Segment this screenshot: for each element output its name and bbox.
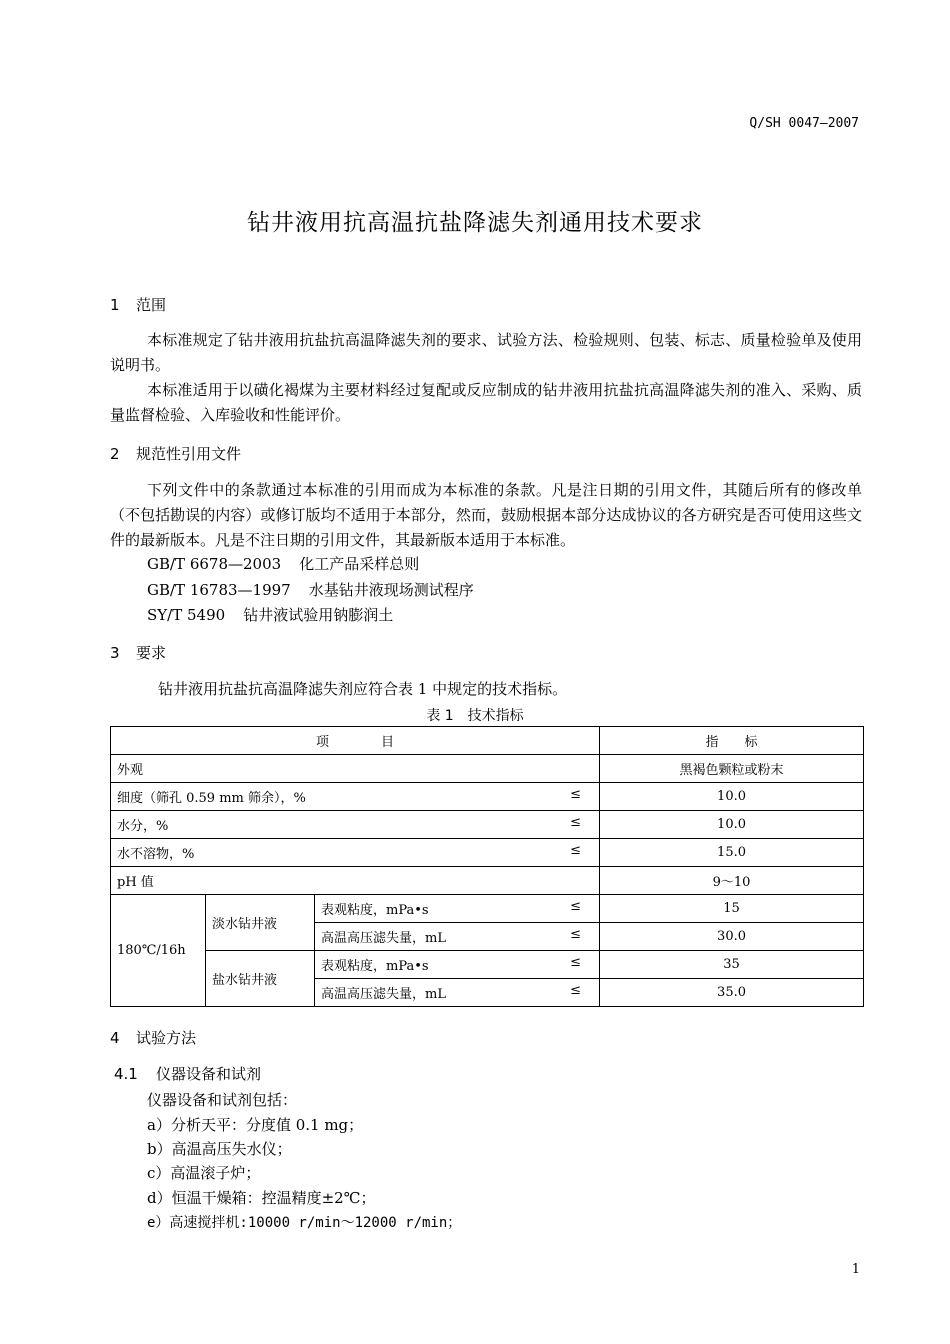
- row-item: [315, 951, 600, 979]
- section-title: 试验方法: [136, 1029, 197, 1047]
- row-item: [111, 811, 600, 839]
- row-value: 10.0: [600, 783, 864, 811]
- row-value: 黑褐色颗粒或粉末: [600, 755, 864, 783]
- row-item: [111, 867, 600, 895]
- page-number: 1: [851, 1262, 860, 1277]
- comparator: ≤: [570, 955, 582, 970]
- table-row: [111, 755, 864, 783]
- reference-name: 钻井液试验用钠膨润土: [243, 606, 394, 624]
- table-row: [111, 811, 864, 839]
- section-2-heading: [110, 443, 241, 464]
- comparator: ≤: [570, 927, 582, 942]
- row-value: 9～10: [600, 867, 864, 895]
- list-item: a）分析天平：分度值 0.1 mg；: [147, 1116, 364, 1134]
- row-item: [315, 895, 600, 923]
- reference-name: 化工产品采样总则: [299, 555, 420, 573]
- row-value: 15.0: [600, 839, 864, 867]
- section-title: 范围: [136, 296, 167, 314]
- item-label: 水分，%: [117, 819, 169, 834]
- comparator: ≤: [570, 899, 582, 914]
- row-value: 15: [600, 895, 864, 923]
- item-label: pH 值: [117, 875, 154, 890]
- section-number: 2: [110, 445, 120, 463]
- list-item: d）恒温干燥箱：控温精度±2℃；: [147, 1189, 376, 1207]
- group-cell: 淡水钻井液: [206, 895, 315, 951]
- comparator: ≤: [570, 983, 582, 998]
- list-item: c）高温滚子炉；: [147, 1164, 261, 1182]
- row-item: [111, 755, 600, 783]
- comparator: ≤: [570, 787, 582, 802]
- section-number: 1: [110, 296, 120, 314]
- document-title: 钻井液用抗高温抗盐降滤失剂通用技术要求: [247, 210, 703, 236]
- row-item: [111, 839, 600, 867]
- row-item: [111, 783, 600, 811]
- subsection-title: 仪器设备和试剂: [156, 1065, 262, 1083]
- item-label: 表观粘度，mPa•s: [321, 903, 429, 918]
- subsection-number: 4.1: [114, 1065, 138, 1083]
- header-item: 项 目: [111, 727, 600, 755]
- comparator: ≤: [570, 815, 582, 830]
- technical-spec-table: [110, 726, 864, 1007]
- comparator: ≤: [570, 843, 582, 858]
- item-label: 细度（筛孔 0.59 mm 筛余），%: [117, 791, 306, 806]
- section-3-heading: [110, 642, 166, 663]
- reference-code: SY/T 5490: [147, 606, 226, 624]
- table-row: [111, 895, 864, 923]
- table-row: [111, 867, 864, 895]
- section-title: 规范性引用文件: [136, 445, 242, 463]
- row-value: 35: [600, 951, 864, 979]
- item-label: 外观: [117, 763, 144, 778]
- paragraph: 下列文件中的条款通过本标准的引用而成为本标准的条款。凡是注日期的引用文件，其随后所有的修改单（不包括勘误的内容）或修订版均不适用于本部分，然而，鼓励根据本部分达成协议的各方研究是否可使用这些文件的最新版本。凡是不注日期的引用文件，其最新版本适用于本标准。: [110, 481, 862, 549]
- section-1-heading: [110, 294, 166, 315]
- table-header-row: [111, 727, 864, 755]
- reference-code: GB/T 16783—1997: [147, 581, 291, 599]
- reference-name: 水基钻井液现场测试程序: [308, 581, 474, 599]
- paragraph: 本标准规定了钻井液用抗盐抗高温降滤失剂的要求、试验方法、检验规则、包装、标志、质量检验单及使用说明书。: [110, 331, 862, 374]
- list-item: b）高温高压失水仪；: [147, 1140, 292, 1158]
- subsection-4-1-heading: [114, 1063, 261, 1084]
- section-title: 要求: [136, 644, 167, 662]
- condition-cell: 180℃/16h: [111, 895, 206, 1007]
- item-label: 高温高压滤失量，mL: [321, 987, 446, 1002]
- reference-code: GB/T 6678—2003: [147, 555, 282, 573]
- table-row: [111, 783, 864, 811]
- row-value: 10.0: [600, 811, 864, 839]
- row-item: [315, 923, 600, 951]
- table-row: [111, 839, 864, 867]
- row-value: 35.0: [600, 979, 864, 1007]
- table-caption: 表 1 技术指标: [426, 708, 524, 724]
- reference-item: [147, 553, 419, 574]
- section-number: 4: [110, 1029, 120, 1047]
- list-item: e）高速搅拌机:10000 r/min～12000 r/min；: [147, 1215, 462, 1231]
- reference-item: [147, 604, 393, 625]
- header-value: 指 标: [600, 727, 864, 755]
- standard-code: Q/SH 0047—2007: [749, 116, 859, 131]
- list-intro: 仪器设备和试剂包括：: [147, 1091, 298, 1109]
- paragraph: 本标准适用于以磺化褐煤为主要材料经过复配或反应制成的钻井液用抗盐抗高温降滤失剂的准入、采购、质量监督检验、入库验收和性能评价。: [110, 381, 862, 424]
- section-number: 3: [110, 644, 120, 662]
- row-value: 30.0: [600, 923, 864, 951]
- group-cell: 盐水钻井液: [206, 951, 315, 1007]
- reference-item: [147, 579, 474, 600]
- item-label: 水不溶物，%: [117, 847, 195, 862]
- row-item: [315, 979, 600, 1007]
- paragraph: 钻井液用抗盐抗高温降滤失剂应符合表 1 中规定的技术指标。: [158, 680, 568, 698]
- table-row: [111, 951, 864, 979]
- section-4-heading: [110, 1027, 196, 1048]
- item-label: 高温高压滤失量，mL: [321, 931, 446, 946]
- item-label: 表观粘度，mPa•s: [321, 959, 429, 974]
